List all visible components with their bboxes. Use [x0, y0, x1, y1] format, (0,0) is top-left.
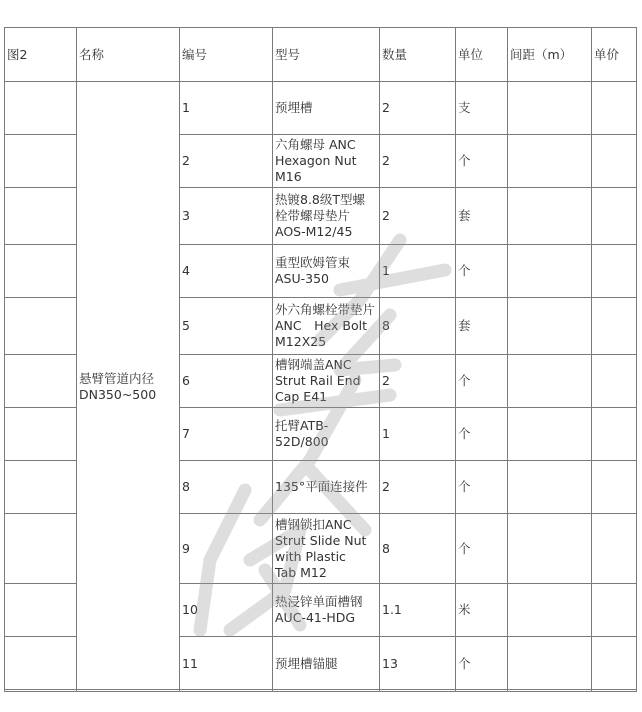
number-cell: 4: [180, 245, 273, 298]
quantity-cell: 1: [380, 245, 456, 298]
number-cell: 8: [180, 461, 273, 514]
unit-cell: 米: [456, 584, 508, 637]
price-cell: [592, 584, 637, 637]
header-figure: 图2: [5, 28, 77, 82]
number-cell: 7: [180, 408, 273, 461]
header-number: 编号: [180, 28, 273, 82]
price-cell: [592, 637, 637, 692]
figure-cell: [5, 584, 77, 637]
price-cell: [592, 245, 637, 298]
model-cell: 外六角螺栓带垫片ANC Hex Bolt M12X25: [273, 298, 380, 355]
figure-cell: [5, 637, 77, 692]
model-cell: 槽钢锁扣ANC Strut Slide Nut with Plastic Tab M12: [273, 514, 380, 584]
price-cell: [592, 461, 637, 514]
figure-cell: [5, 355, 77, 408]
spacing-cell: [508, 514, 592, 584]
spacing-cell: [508, 245, 592, 298]
model-cell: 槽钢端盖ANC Strut Rail End Cap E41: [273, 355, 380, 408]
model-cell: 热浸锌单面槽钢AUC-41-HDG: [273, 584, 380, 637]
unit-cell: 套: [456, 188, 508, 245]
model-cell: 重型欧姆管束ASU-350: [273, 245, 380, 298]
spacing-cell: [508, 298, 592, 355]
price-cell: [592, 135, 637, 188]
number-cell: 11: [180, 637, 273, 692]
figure-cell: [5, 461, 77, 514]
price-cell: [592, 355, 637, 408]
model-cell: 热镀8.8级T型螺栓带螺母垫片AOS-M12/45: [273, 188, 380, 245]
figure-cell: [5, 514, 77, 584]
table-row: [5, 82, 637, 135]
header-spacing: 间距（m）: [508, 28, 592, 82]
header-price: 单价: [592, 28, 637, 82]
model-cell: 预埋槽: [273, 82, 380, 135]
number-cell: 9: [180, 514, 273, 584]
quantity-cell: 2: [380, 188, 456, 245]
unit-cell: 支: [456, 82, 508, 135]
unit-cell: 个: [456, 245, 508, 298]
number-cell: 1: [180, 82, 273, 135]
unit-cell: 个: [456, 461, 508, 514]
spacing-cell: [508, 135, 592, 188]
quantity-cell: 8: [380, 298, 456, 355]
figure-cell: [5, 298, 77, 355]
number-cell: 6: [180, 355, 273, 408]
spacing-cell: [508, 355, 592, 408]
header-quantity: 数量: [380, 28, 456, 82]
price-cell: [592, 82, 637, 135]
model-cell: 六角螺母 ANC Hexagon Nut M16: [273, 135, 380, 188]
table-body: [5, 82, 637, 692]
spacing-cell: [508, 188, 592, 245]
header-name: 名称: [77, 28, 180, 82]
name-cell: 悬臂管道内径DN350~500: [77, 82, 180, 692]
spec-table: [4, 27, 637, 692]
quantity-cell: 1: [380, 408, 456, 461]
figure-cell: [5, 82, 77, 135]
figure-cell: [5, 135, 77, 188]
spacing-cell: [508, 82, 592, 135]
price-cell: [592, 298, 637, 355]
quantity-cell: 2: [380, 461, 456, 514]
number-cell: 10: [180, 584, 273, 637]
header-unit: 单位: [456, 28, 508, 82]
model-cell: 托臂ATB-52D/800: [273, 408, 380, 461]
quantity-cell: 2: [380, 135, 456, 188]
number-cell: 5: [180, 298, 273, 355]
price-cell: [592, 188, 637, 245]
unit-cell: 个: [456, 408, 508, 461]
figure-cell: [5, 245, 77, 298]
price-cell: [592, 408, 637, 461]
number-cell: 3: [180, 188, 273, 245]
spacing-cell: [508, 461, 592, 514]
quantity-cell: 2: [380, 355, 456, 408]
spacing-cell: [508, 408, 592, 461]
figure-cell: [5, 188, 77, 245]
quantity-cell: 1.1: [380, 584, 456, 637]
figure-cell: [5, 408, 77, 461]
unit-cell: 套: [456, 298, 508, 355]
header-row: [5, 28, 637, 82]
unit-cell: 个: [456, 135, 508, 188]
quantity-cell: 2: [380, 82, 456, 135]
spacing-cell: [508, 637, 592, 692]
model-cell: 135°平面连接件: [273, 461, 380, 514]
unit-cell: 个: [456, 637, 508, 692]
header-model: 型号: [273, 28, 380, 82]
spacing-cell: [508, 584, 592, 637]
quantity-cell: 13: [380, 637, 456, 692]
quantity-cell: 8: [380, 514, 456, 584]
number-cell: 2: [180, 135, 273, 188]
table-bottom-rule: [4, 689, 636, 690]
unit-cell: 个: [456, 514, 508, 584]
model-cell: 预埋槽锚腿: [273, 637, 380, 692]
unit-cell: 个: [456, 355, 508, 408]
price-cell: [592, 514, 637, 584]
